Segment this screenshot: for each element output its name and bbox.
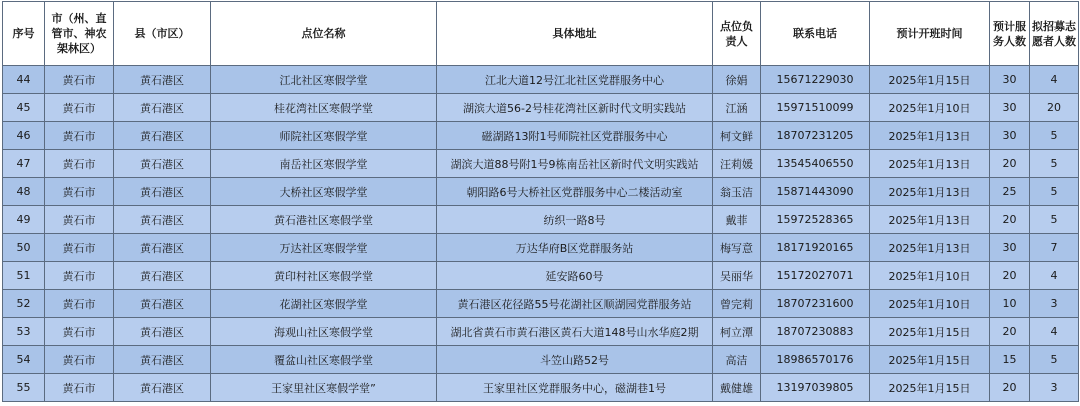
cell-city[interactable]: 黄石市 <box>45 150 114 178</box>
header-cell-address: 具体地址 <box>437 2 713 66</box>
cell-site-name[interactable]: 桂花湾社区寒假学堂 <box>211 94 437 122</box>
cell-phone[interactable]: 18707230883 <box>761 318 870 346</box>
cell-phone[interactable]: 18707231600 <box>761 290 870 318</box>
cell-site-name[interactable]: 花湖社区寒假学堂 <box>211 290 437 318</box>
cell-address[interactable]: 黄石港区花径路55号花湖社区顺湖园党群服务站 <box>437 290 713 318</box>
cell-volunteer-count[interactable]: 20 <box>1030 94 1079 122</box>
cell-person[interactable]: 徐娟 <box>713 66 761 94</box>
cell-city[interactable]: 黄石市 <box>45 66 114 94</box>
cell-start-date[interactable]: 2025年1月13日 <box>870 150 990 178</box>
cell-service-count[interactable]: 20 <box>990 374 1030 402</box>
cell-site-name[interactable]: 大桥社区寒假学堂 <box>211 178 437 206</box>
cell-site-name[interactable]: 南岳社区寒假学堂 <box>211 150 437 178</box>
cell-address[interactable]: 磁湖路13附1号师院社区党群服务中心 <box>437 122 713 150</box>
cell-service-count[interactable]: 30 <box>990 234 1030 262</box>
cell-service-count[interactable]: 30 <box>990 66 1030 94</box>
cell-person[interactable]: 戴健雄 <box>713 374 761 402</box>
cell-city[interactable]: 黄石市 <box>45 318 114 346</box>
cell-city[interactable]: 黄石市 <box>45 178 114 206</box>
header-cell-service-count: 预计服务人数 <box>990 2 1030 66</box>
cell-service-count[interactable]: 30 <box>990 94 1030 122</box>
cell-volunteer-count[interactable]: 5 <box>1030 122 1079 150</box>
table-row <box>3 318 1079 346</box>
cell-start-date[interactable]: 2025年1月13日 <box>870 178 990 206</box>
header-cell-phone: 联系电话 <box>761 2 870 66</box>
cell-person[interactable]: 柯立潭 <box>713 318 761 346</box>
cell-index[interactable]: 47 <box>3 150 45 178</box>
cell-site-name[interactable]: 王家里社区寒假学堂” <box>211 374 437 402</box>
cell-phone[interactable]: 15972528365 <box>761 206 870 234</box>
table-row <box>3 346 1079 374</box>
cell-person[interactable]: 翁玉洁 <box>713 178 761 206</box>
table-row <box>3 290 1079 318</box>
cell-county[interactable]: 黄石港区 <box>114 234 211 262</box>
cell-address[interactable]: 湖北省黄石市黄石港区黄石大道148号山水华庭2期 <box>437 318 713 346</box>
cell-service-count[interactable]: 10 <box>990 290 1030 318</box>
cell-person[interactable]: 江涵 <box>713 94 761 122</box>
cell-person[interactable]: 汪莉媛 <box>713 150 761 178</box>
cell-person[interactable]: 梅写意 <box>713 234 761 262</box>
header-cell-index: 序号 <box>3 2 45 66</box>
cell-person[interactable]: 曾完莉 <box>713 290 761 318</box>
header-cell-site-name: 点位名称 <box>211 2 437 66</box>
cell-county[interactable]: 黄石港区 <box>114 206 211 234</box>
cell-volunteer-count[interactable]: 3 <box>1030 290 1079 318</box>
cell-index[interactable]: 51 <box>3 262 45 290</box>
table-row <box>3 66 1079 94</box>
cell-start-date[interactable]: 2025年1月10日 <box>870 290 990 318</box>
cell-volunteer-count[interactable]: 4 <box>1030 262 1079 290</box>
cell-person[interactable]: 戴菲 <box>713 206 761 234</box>
cell-service-count[interactable]: 20 <box>990 150 1030 178</box>
cell-phone[interactable]: 15172027071 <box>761 262 870 290</box>
cell-city[interactable]: 黄石市 <box>45 290 114 318</box>
cell-county[interactable]: 黄石港区 <box>114 374 211 402</box>
cell-start-date[interactable]: 2025年1月13日 <box>870 206 990 234</box>
cell-site-name[interactable]: 黄印村社区寒假学堂 <box>211 262 437 290</box>
cell-city[interactable]: 黄石市 <box>45 346 114 374</box>
cell-phone[interactable]: 15671229030 <box>761 66 870 94</box>
cell-county[interactable]: 黄石港区 <box>114 150 211 178</box>
cell-service-count[interactable]: 20 <box>990 318 1030 346</box>
cell-phone[interactable]: 18707231205 <box>761 122 870 150</box>
cell-index[interactable]: 52 <box>3 290 45 318</box>
table-row <box>3 206 1079 234</box>
table-row <box>3 374 1079 402</box>
cell-volunteer-count[interactable]: 4 <box>1030 318 1079 346</box>
cell-county[interactable]: 黄石港区 <box>114 178 211 206</box>
cell-start-date[interactable]: 2025年1月10日 <box>870 94 990 122</box>
cell-index[interactable]: 50 <box>3 234 45 262</box>
cell-person[interactable]: 吴丽华 <box>713 262 761 290</box>
cell-start-date[interactable]: 2025年1月10日 <box>870 262 990 290</box>
cell-index[interactable]: 44 <box>3 66 45 94</box>
cell-county[interactable]: 黄石港区 <box>114 346 211 374</box>
cell-service-count[interactable]: 25 <box>990 178 1030 206</box>
header-cell-city: 市（州、直管市、神农架林区） <box>45 2 114 66</box>
cell-address[interactable]: 纺织一路8号 <box>437 206 713 234</box>
table-row <box>3 150 1079 178</box>
cell-site-name[interactable]: 师院社区寒假学堂 <box>211 122 437 150</box>
table-header <box>3 2 1079 66</box>
cell-phone[interactable]: 18986570176 <box>761 346 870 374</box>
cell-service-count[interactable]: 30 <box>990 122 1030 150</box>
cell-county[interactable]: 黄石港区 <box>114 122 211 150</box>
cell-person[interactable]: 高洁 <box>713 346 761 374</box>
cell-address[interactable]: 王家里社区党群服务中心，磁湖巷1号 <box>437 374 713 402</box>
cell-phone[interactable]: 13197039805 <box>761 374 870 402</box>
cell-county[interactable]: 黄石港区 <box>114 94 211 122</box>
cell-site-name[interactable]: 万达社区寒假学堂 <box>211 234 437 262</box>
cell-site-name[interactable]: 黄石港社区寒假学堂 <box>211 206 437 234</box>
table-row <box>3 122 1079 150</box>
cell-index[interactable]: 55 <box>3 374 45 402</box>
cell-volunteer-count[interactable]: 5 <box>1030 206 1079 234</box>
cell-start-date[interactable]: 2025年1月15日 <box>870 374 990 402</box>
cell-city[interactable]: 黄石市 <box>45 374 114 402</box>
cell-phone[interactable]: 15971510099 <box>761 94 870 122</box>
cell-address[interactable]: 斗笠山路52号 <box>437 346 713 374</box>
cell-service-count[interactable]: 15 <box>990 346 1030 374</box>
cell-address[interactable]: 朝阳路6号大桥社区党群服务中心二楼活动室 <box>437 178 713 206</box>
cell-index[interactable]: 54 <box>3 346 45 374</box>
header-cell-county: 县（市区） <box>114 2 211 66</box>
cell-address[interactable]: 延安路60号 <box>437 262 713 290</box>
cell-start-date[interactable]: 2025年1月15日 <box>870 318 990 346</box>
cell-start-date[interactable]: 2025年1月13日 <box>870 122 990 150</box>
cell-start-date[interactable]: 2025年1月15日 <box>870 66 990 94</box>
header-cell-start-date: 预计开班时间 <box>870 2 990 66</box>
cell-index[interactable]: 46 <box>3 122 45 150</box>
cell-county[interactable]: 黄石港区 <box>114 66 211 94</box>
cell-address[interactable]: 江北大道12号江北社区党群服务中心 <box>437 66 713 94</box>
cell-start-date[interactable]: 2025年1月13日 <box>870 234 990 262</box>
cell-index[interactable]: 53 <box>3 318 45 346</box>
header-cell-person: 点位负责人 <box>713 2 761 66</box>
cell-volunteer-count[interactable]: 5 <box>1030 178 1079 206</box>
cell-index[interactable]: 45 <box>3 94 45 122</box>
cell-address[interactable]: 万达华府B区党群服务站 <box>437 234 713 262</box>
cell-address[interactable]: 湖滨大道56-2号桂花湾社区新时代文明实践站 <box>437 94 713 122</box>
cell-city[interactable]: 黄石市 <box>45 206 114 234</box>
table-row <box>3 94 1079 122</box>
header-row <box>3 2 1079 66</box>
cell-city[interactable]: 黄石市 <box>45 234 114 262</box>
table-row <box>3 262 1079 290</box>
table-row <box>3 234 1079 262</box>
header-cell-volunteer-count: 拟招募志愿者人数 <box>1030 2 1079 66</box>
cell-city[interactable]: 黄石市 <box>45 262 114 290</box>
cell-phone[interactable]: 13545406550 <box>761 150 870 178</box>
cell-phone[interactable]: 15871443090 <box>761 178 870 206</box>
cell-address[interactable]: 湖滨大道88号附1号9栋南岳社区新时代文明实践站 <box>437 150 713 178</box>
cell-site-name[interactable]: 覆盆山社区寒假学堂 <box>211 346 437 374</box>
cell-start-date[interactable]: 2025年1月15日 <box>870 346 990 374</box>
cell-site-name[interactable]: 江北社区寒假学堂 <box>211 66 437 94</box>
cell-city[interactable]: 黄石市 <box>45 122 114 150</box>
cell-index[interactable]: 49 <box>3 206 45 234</box>
cell-volunteer-count[interactable]: 4 <box>1030 66 1079 94</box>
cell-volunteer-count[interactable]: 3 <box>1030 374 1079 402</box>
table-body <box>3 66 1079 402</box>
cell-service-count[interactable]: 20 <box>990 206 1030 234</box>
cell-county[interactable]: 黄石港区 <box>114 262 211 290</box>
cell-service-count[interactable]: 20 <box>990 262 1030 290</box>
volunteer-schedule-table <box>2 1 1079 402</box>
cell-site-name[interactable]: 海观山社区寒假学堂 <box>211 318 437 346</box>
cell-volunteer-count[interactable]: 5 <box>1030 346 1079 374</box>
cell-index[interactable]: 48 <box>3 178 45 206</box>
table-row <box>3 178 1079 206</box>
cell-person[interactable]: 柯文鲜 <box>713 122 761 150</box>
cell-volunteer-count[interactable]: 5 <box>1030 150 1079 178</box>
cell-volunteer-count[interactable]: 7 <box>1030 234 1079 262</box>
cell-phone[interactable]: 18171920165 <box>761 234 870 262</box>
cell-city[interactable]: 黄石市 <box>45 94 114 122</box>
cell-county[interactable]: 黄石港区 <box>114 290 211 318</box>
cell-county[interactable]: 黄石港区 <box>114 318 211 346</box>
